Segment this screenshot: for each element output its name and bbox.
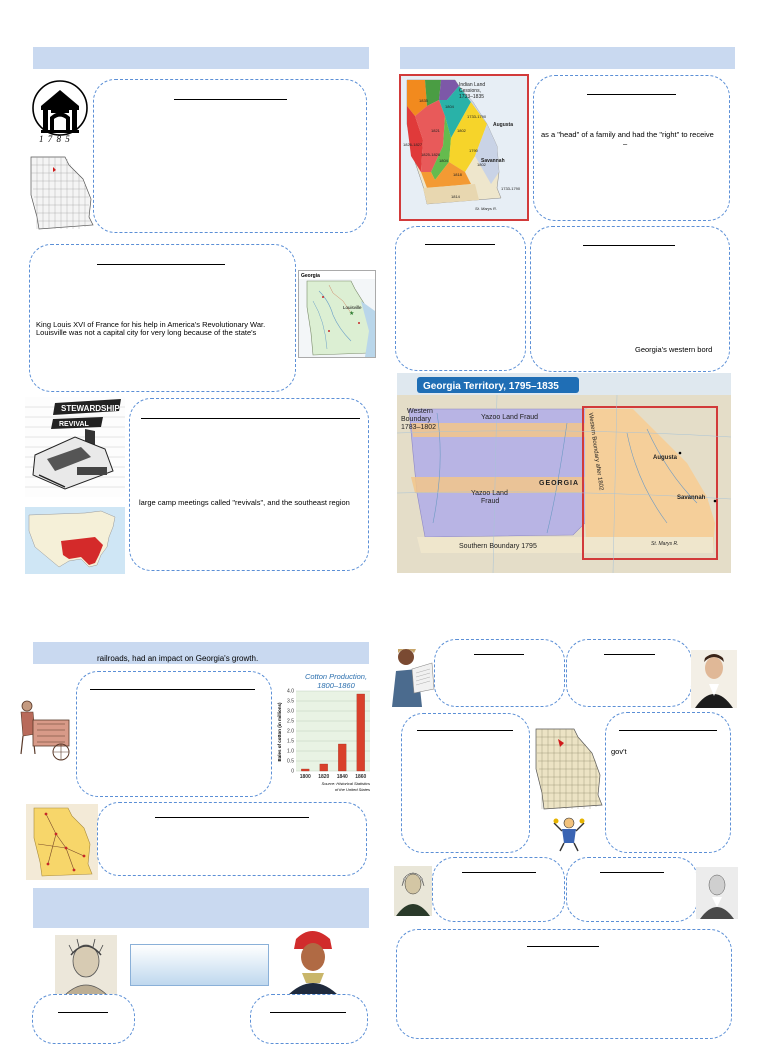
- chart-title-years: 1800–1860: [317, 681, 355, 690]
- territory-label: Yazoo Land: [471, 490, 508, 497]
- fill-in-box-br-1: [434, 639, 565, 707]
- blank-line: [604, 654, 655, 655]
- fill-in-box-br-4: [605, 712, 731, 853]
- cession-label: 1802: [457, 128, 466, 133]
- chart-source-2: of the United States: [334, 787, 370, 792]
- gold-rush-cartoon: [552, 815, 586, 853]
- fill-in-box-capital-athens: [93, 79, 367, 233]
- chart-ytick-label: 3.0: [287, 708, 294, 715]
- blank-line: [141, 418, 360, 419]
- portrait-man-dark-suit: [691, 650, 737, 708]
- territory-label: Southern Boundary 1795: [459, 543, 537, 550]
- chart-xtick-label: 1860: [355, 774, 367, 780]
- cession-title-1: Indian Land: [459, 82, 486, 88]
- blank-line: [417, 730, 513, 731]
- georgia-railroad-map: [26, 804, 98, 880]
- blank-line: [90, 689, 255, 690]
- louisville-map: [298, 270, 376, 358]
- territory-city: Augusta: [653, 455, 677, 461]
- cession-city-augusta: Augusta: [493, 122, 513, 128]
- chart-bar: [357, 694, 365, 771]
- chart-ytick-label: 2.5: [287, 718, 294, 725]
- fill-in-box-br-6: [566, 857, 698, 922]
- headright-dash: –: [623, 139, 628, 148]
- cession-label: 1825-1828: [421, 152, 441, 157]
- blank-line: [587, 94, 676, 95]
- blank-line: [619, 730, 717, 731]
- svg-text:★: ★: [349, 311, 355, 317]
- cession-label: 1790: [469, 148, 478, 153]
- cotton-production-chart: [274, 670, 374, 794]
- territory-map-title: Georgia Territory, 1795–1835: [423, 381, 559, 392]
- louisville-map-title: Georgia: [301, 273, 320, 279]
- cession-river: St. Marys R.: [475, 206, 498, 211]
- blank-line: [600, 872, 664, 873]
- cession-label: 1814: [451, 194, 460, 199]
- louisville-text-line1: King Louis XVI of France for his help in America's Revolutionary War.: [36, 320, 266, 329]
- portrait-andrew-jackson: [394, 866, 432, 916]
- fill-in-box-native-leader-1: [32, 994, 135, 1044]
- georgia-county-map-2: [530, 727, 605, 814]
- fill-in-box-br-3: [401, 713, 530, 853]
- cotton-gin-image: [15, 694, 73, 764]
- fill-in-box-louisville: [29, 244, 296, 392]
- cession-city-savannah: Savannah: [481, 158, 505, 164]
- blank-line: [527, 946, 599, 947]
- territory-label: Western Boundary after 1802: [587, 412, 604, 491]
- territory-label: GEORGIA: [539, 480, 580, 487]
- cession-label: 1804: [439, 158, 448, 163]
- native-leader-portrait-color: [276, 925, 350, 997]
- headright-text: as a "head" of a family and had the "right" to receive: [541, 130, 714, 139]
- blank-line: [474, 654, 524, 655]
- cession-label: 1826-1827: [403, 142, 423, 147]
- us-south-map: [25, 507, 125, 574]
- georgia-county-map: [25, 155, 95, 235]
- chart-xtick-label: 1820: [318, 774, 330, 780]
- revival-text: large camp meetings called "revivals", and the southeast region: [139, 498, 350, 507]
- arch-seal-image: [27, 80, 93, 146]
- chart-ytick-label: 1.0: [287, 748, 294, 755]
- section-header-band: [33, 47, 369, 69]
- fill-in-box-br-5: [432, 857, 565, 922]
- cession-label: 1821: [431, 128, 440, 133]
- cession-label: 1733-1790: [467, 114, 487, 119]
- blank-line: [583, 245, 675, 246]
- fill-in-box-land-lottery: [395, 226, 526, 371]
- cession-title-3: 1733–1835: [459, 94, 485, 100]
- cartoon-banner-text: STEWARDSHIP: [61, 404, 120, 413]
- blank-line: [425, 244, 495, 245]
- cartoon-sub-text: REVIVAL: [59, 421, 89, 428]
- chart-bar: [301, 769, 309, 771]
- blank-line: [58, 1012, 108, 1013]
- fill-in-box-railroads: [97, 802, 367, 876]
- portrait-gray-gentleman: [696, 867, 738, 919]
- govt-text: gov't: [611, 747, 627, 756]
- header-gradient-box: [130, 944, 269, 986]
- chart-bar: [338, 744, 346, 771]
- blank-line: [97, 264, 225, 265]
- fill-in-box-headright: [533, 75, 730, 221]
- chart-ylabel: Bales of cotton (in millions): [277, 702, 282, 762]
- western-border-text: Georgia's western bord: [635, 345, 713, 354]
- blank-line: [174, 99, 287, 100]
- cession-title-2: Cessions,: [459, 88, 481, 94]
- blank-line: [462, 872, 536, 873]
- cession-label: 1835: [419, 98, 428, 103]
- blank-line: [270, 1012, 346, 1013]
- chart-ytick-label: 1.5: [287, 738, 294, 745]
- louisville-text-line2: Louisville was not a capital city for very long because of the state's: [36, 328, 257, 337]
- chart-ytick-label: 4.0: [287, 688, 294, 695]
- chart-ytick-label: 0: [291, 768, 294, 775]
- territory-city: Savannah: [677, 495, 706, 501]
- stewardship-revival-cartoon: [25, 397, 125, 497]
- cession-label: 1804: [445, 104, 454, 109]
- territory-label: 1783–1802: [401, 424, 437, 431]
- chart-xtick-label: 1840: [336, 774, 348, 780]
- cession-label: 1802: [477, 162, 486, 167]
- newspaper-reader-cartoon: [388, 645, 436, 707]
- territory-label: Boundary: [401, 416, 431, 423]
- cession-label: 1733-1790: [501, 186, 521, 191]
- chart-xtick-label: 1800: [299, 774, 311, 780]
- cession-label: 1818: [453, 172, 462, 177]
- blank-line: [155, 817, 309, 818]
- territory-label: Fraud: [481, 498, 500, 505]
- chart-ytick-label: 0.5: [287, 758, 294, 765]
- section-header-band: [400, 47, 735, 69]
- louisville-map-place: Louisville: [343, 305, 362, 310]
- section-header-band: [33, 888, 369, 928]
- territory-label: Yazoo Land Fraud: [481, 414, 539, 421]
- fill-in-box-br-2: [566, 639, 692, 707]
- chart-source-1: Source: Historical Statistics: [321, 781, 370, 786]
- chart-bar: [320, 764, 328, 771]
- fill-in-box-native-leader-2: [250, 994, 368, 1044]
- native-leader-portrait-sketch: [55, 935, 117, 995]
- indian-land-cessions-map: [399, 74, 529, 221]
- georgia-territory-map: [397, 373, 731, 573]
- chart-ytick-label: 3.5: [287, 698, 294, 705]
- chart-ytick-label: 2.0: [287, 728, 294, 735]
- territory-label: Western: [407, 408, 433, 415]
- railroads-text: railroads, had an impact on Georgia's growth.: [97, 654, 259, 663]
- fill-in-box-great-awakening: [129, 398, 369, 571]
- seal-year: 1 7 8 5: [39, 134, 71, 144]
- chart-title: Cotton Production,: [304, 672, 368, 681]
- territory-river: St. Marys R.: [651, 541, 679, 547]
